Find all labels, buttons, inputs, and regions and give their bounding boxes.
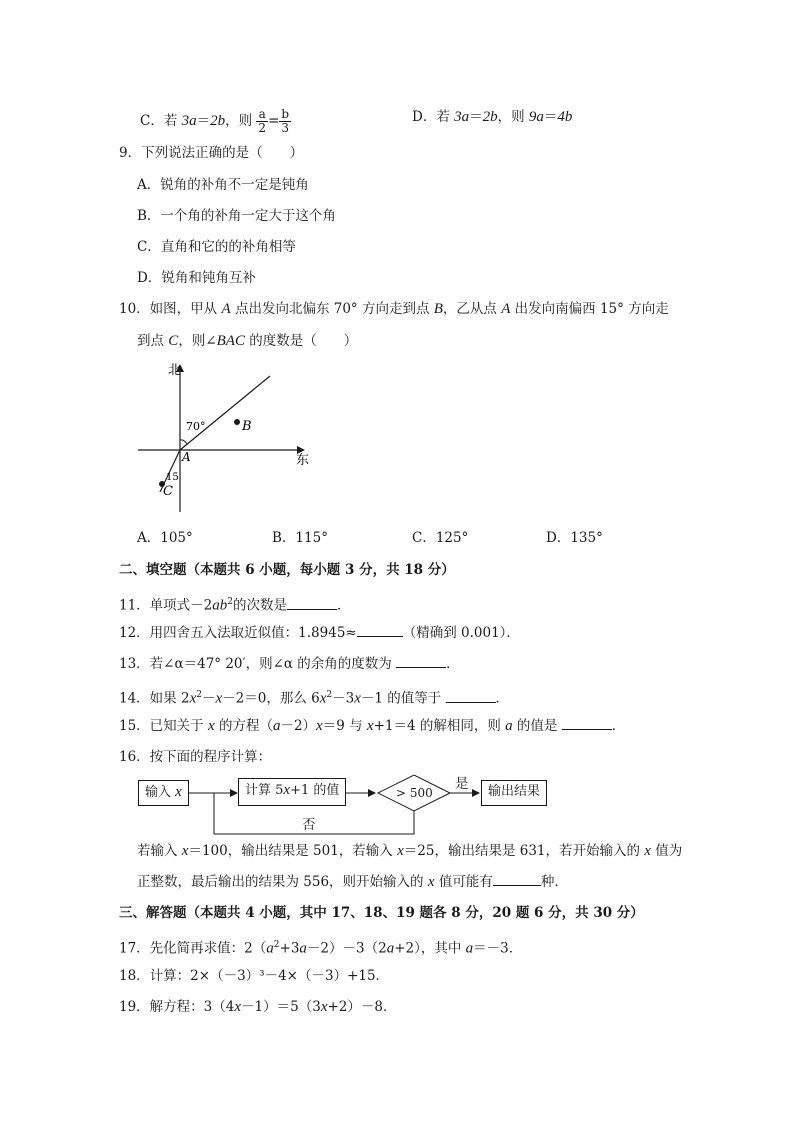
option-text: D．若 [412, 109, 455, 125]
math-var: 2b [210, 113, 226, 129]
math-var: 3a [454, 109, 470, 125]
condition-label: > 500 [396, 786, 433, 800]
math-var: 4b [557, 109, 573, 125]
q10-option-d: D．135° [546, 530, 603, 546]
section2-heading: 二、填空题（本题共 6 小题，每小题 3 分，共 18 分） [119, 562, 455, 578]
fraction-b-over-3: $\frac{b}{3}$ [281, 107, 290, 135]
option-text: C．若 [140, 113, 182, 129]
q9-option-b: B．一个角的补角一定大于这个角 [137, 208, 336, 224]
option-text: ＝ [469, 109, 483, 125]
math-var: 2b [482, 109, 498, 125]
answer-blank[interactable] [287, 597, 337, 610]
q10-option-a: A．105° [137, 530, 193, 546]
q16-line2: 正整数，最后输出的结果为 556，则开始输入的 x 值可能有 种． [137, 874, 568, 890]
q10-stem-line2: 到点 C，则∠BAC 的度数是（ ） [137, 333, 358, 349]
q10-option-b: B．115° [272, 530, 328, 546]
point-c-label: C [168, 333, 179, 349]
point-a-label: A [182, 450, 191, 464]
q9-option-c: C．直角和它的的补角相等 [137, 239, 296, 255]
q14: 14．如果 $2x^2-x-2=0$，那么 $6x^2-3x-1$ 的值等于 ． [119, 690, 510, 707]
q12: 12．用四舍五入法取近似值：1.8945≈ （精确到 0.001）． [119, 625, 520, 641]
q16-stem: 16．按下面的程序计算： [119, 749, 272, 765]
arrow-head [368, 789, 376, 797]
arrow-head [230, 789, 238, 797]
answer-blank[interactable] [562, 717, 612, 730]
angle-70-arc [180, 440, 187, 444]
answer-blank[interactable] [446, 690, 496, 703]
fraction-a-over-2: $\frac{a}{2}$ [258, 107, 267, 135]
math-var: 3a [181, 113, 197, 129]
answer-blank[interactable] [357, 624, 403, 637]
q17: 17．先化简再求值：$2(a^2+3a-2)-3(2a+2)$，其中 a＝－3． [119, 940, 523, 957]
q8-option-c [140, 108, 291, 135]
point-a-label: A [501, 301, 511, 317]
option-text: ，则 [225, 113, 253, 129]
q9-option-d: D．锐角和钝角互补 [137, 270, 256, 286]
ray-ab [180, 376, 270, 450]
point-c-label: C [163, 484, 173, 499]
q18: 18．计算：2×（－3）³－4×（－3）+15． [119, 968, 390, 984]
equals-sign: = [268, 113, 280, 129]
no-label: 否 [302, 817, 316, 833]
yes-label: 是 [455, 776, 469, 792]
input-box: 输入 x [138, 780, 189, 806]
point-b-label: B [242, 419, 252, 434]
calc-box: 计算 5x+1 的值 [238, 778, 346, 806]
angle-70-label: 70° [186, 420, 206, 433]
q11: 11．单项式$-2ab^2$的次数是 ． [119, 597, 351, 614]
angle-15-label: 15 [166, 472, 179, 483]
math-var: 9a [528, 109, 544, 125]
q16-line1: 若输入 x＝100，输出结果是 501，若输入 x＝25，输出结果是 631，若开始输入的 x 值为 [137, 843, 683, 859]
q10-stem-line1: 10．如图，甲从 A 点出发向北偏东 70° 方向走到点 B，乙从点 A 出发向南偏西 15° 方向走 [119, 301, 669, 317]
point-b-label: B [433, 301, 443, 317]
east-label: 东 [296, 453, 310, 468]
q19: 19．解方程：3（4x－1）＝5（3x+2）－8． [119, 999, 397, 1015]
q9-option-a: A．锐角的补角不一定是钝角 [137, 177, 309, 193]
answer-blank[interactable] [493, 873, 541, 886]
point-a-label: A [221, 301, 231, 317]
q8-option-d [412, 108, 572, 126]
option-text: ＝ [196, 113, 211, 129]
q13: 13．若∠α＝47° 20′，则∠α 的余角的度数为 ． [119, 656, 460, 672]
answer-blank[interactable] [396, 655, 446, 668]
q10-option-c: C．125° [412, 530, 469, 546]
arrow-head [472, 789, 480, 797]
point-b [234, 419, 240, 425]
north-label: 北 [168, 363, 182, 378]
section3-heading: 三、解答题（本题共 4 小题，其中 17、18、19 题各 8 分，20 题 6 分，共 30 分） [119, 905, 644, 921]
output-box: 输出结果 [481, 780, 547, 806]
q9-stem: 9．下列说法正确的是（ ） [119, 145, 304, 161]
q15: 15．已知关于 x 的方程（a－2）x＝9 与 x+1＝4 的解相同，则 a 的值是 ． [119, 718, 626, 734]
direction-figure [130, 360, 330, 520]
option-text: ＝ [543, 109, 558, 125]
option-text: ，则 [497, 109, 529, 125]
angle-name: BAC [216, 333, 245, 349]
